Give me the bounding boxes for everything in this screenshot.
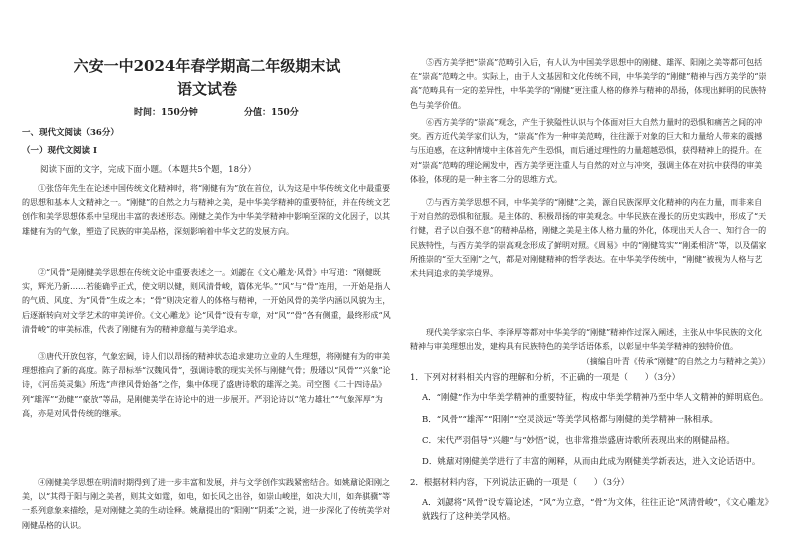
subsection-heading: （一）现代文阅读 I [22, 146, 97, 156]
question-1-option-b: B．“风骨”“雄浑”“阳刚”“空灵淡远”等美学风格都与刚健的美学精神一脉相承。 [422, 415, 719, 425]
exam-subtitle: 语文试卷 [176, 80, 237, 98]
exam-score: 分值：150分 [244, 108, 299, 118]
passage-paragraph-4: ④刚健美学思想在明清时期得到了进一步丰富和发展，并与文学创作实践紧密结合。如姚鼐论阳刚之美，以“其得于阳与刚之美者，则其文如霆，如电，如长风之出谷，如崇山峻崖，如决大川，如奔骐骥”等一系列意象来描绘，是对刚健之美的生动诠释。姚鼐提出的“阳刚”“阴柔”之说，进一步深化了传统美学对刚健品格的认识。 [22, 478, 391, 530]
passage-paragraph-3: ③唐代开放包容，气象宏阔，诗人们以昂扬的精神状态追求建功立业的人生理想，将刚健有为的审美理想推向了新的高度。陈子昂标举“汉魏风骨”，强调诗歌的现实关怀与刚健气骨；殷璠以“风骨”“兴象”论诗，《河岳英灵集》所选“声律风骨始备”之作，集中体现了盛唐诗歌的雄浑之美。司空图《二十四诗品》列“雄浑”“劲健”“豪放”等品，是刚健美学在诗论中的进一步展开。严羽论诗以“笔力雄壮”“气象浑厚”为高，亦是对风骨传统的继承。 [22, 352, 391, 418]
passage-source: （摘编自叶青《传承“刚健”的自然之力与精神之美》） [581, 357, 770, 366]
question-1-option-c: C．宋代严羽倡导“兴趣”与“妙悟”说，也非常推崇盛唐诗歌所表现出来的刚健品格。 [422, 436, 735, 446]
passage-paragraph-2: ②“风骨”是刚健美学思想在传统文论中重要表述之一。刘勰在《文心雕龙·风骨》中写道：“刚健既实，辉光乃新……若能确乎正式，使文明以健，则风清骨峻，篇体光华。”“风”与“骨”连用，一开始是指人的气质、风度、为“风骨”生成之本；“骨”则决定着人的体格与精神，一开始风骨的美学内涵以风貌为主，后逐渐转向对文学艺术的审美评价。《文心雕龙》论“风骨”设有专章，对“风”“骨”各有侧重，最终形成“风清骨峻”的审美标准，代表了刚健有为的精神意蕴与美学追求。 [22, 268, 391, 334]
reading-instruction: 阅读下面的文字，完成下面小题。（本题共5个题，18分） [40, 165, 256, 175]
passage-paragraph-6: ⑥西方美学的“崇高”观念，产生于狭隘性认识与个体面对巨大自然力量时的恐惧和痛苦之间的冲突。西方近代美学家们认为，“崇高”作为一种审美范畴，往往源于对象的巨大和力量给人带来的震撼与压迫感，在这种情境中主体首先产生恐惧，而后通过理性的力量超越恐惧，获得精神上的提升。在对“崇高”范畴的理论阐发中，西方美学更注重人与自然的对立与冲突，强调主体在对抗中获得的审美体验，体现的是一种主客二分的思维方式。 [410, 118, 763, 184]
passage-paragraph-8: 现代美学家宗白华、李泽厚等都对中华美学的“刚健”精神作过深入阐述，主张从中华民族的文化精神与审美理想出发，建构具有民族特色的美学话语体系，以彰显中华美学精神的独特价值。 [410, 328, 763, 352]
exam-title: 六安一中2024年春学期高二年级期末试 [73, 57, 341, 75]
passage-paragraph-1: ①张岱年先生在论述中国传统文化精神时，将“刚健有为”放在首位，认为这是中华传统文化中最重要的思想和基本人文精神之一。“刚健”的自然之力与精神之美，是中华美学精神的重要特征，并在传统文艺创作和美学思想体系中呈现出丰富的表述形态。刚健之美作为中华美学精神中影响至深的文化因子，以其雄健有为的气象，塑造了民族的审美品格，深刻影响着中华文艺的发展方向。 [22, 184, 391, 236]
question-2-option-a: A．刘勰将“风骨”设专篇论述，“风”为立意，“骨”为文体，往往正论“风清骨峻”，《文心雕龙》就践行了这种美学风格。 [422, 498, 769, 522]
question-1-stem: 1．下列对材料相关内容的理解和分析，不正确的一项是（ ）（3分） [410, 373, 681, 383]
question-2-stem: 2．根据材料内容，下列说法正确的一项是（ ）（3分） [410, 478, 630, 488]
exam-time: 时间：150分钟 [134, 108, 198, 118]
passage-paragraph-5: ⑤西方美学把“崇高”范畴引入后，有人认为中国美学思想中的刚健、雄浑、阳刚之美等都可包括在“崇高”范畴之中。实际上，由于人文基因和文化传统不同，中华美学的“刚健”精神与西方美学的“崇高”范畴具有一定的差异性，中华美学的“刚健”更注重人格的修养与精神的昂扬，体现出鲜明的民族特色与美学价值。 [410, 58, 767, 110]
question-1-option-a: A．“刚健”作为中华美学精神的重要特征，构成中华美学精神乃至中华人文精神的鲜明底色。 [422, 393, 769, 403]
question-1-option-d: D．姚鼐对刚健美学进行了丰富的阐释，从而由此成为刚健美学新表达，进入文论话语中。 [422, 457, 761, 467]
section-heading: 一、现代文阅读（36分） [22, 128, 119, 138]
passage-paragraph-7: ⑦与西方美学思想不同，中华美学的“刚健”之美，源自民族深厚文化精神的内在力量，而非来自于对自然的恐惧和征服。是主体的、积极昂扬的审美观念。中华民族在漫长的历史实践中，形成了“天行健，君子以自强不息”的精神品格，刚健之美是主体人格力量的外化，体现出天人合一、知行合一的民族特性，与西方美学的崇高观念形成了鲜明对照。《周易》中的“刚健笃实”“刚柔相济”等，以及儒家所推崇的“至大至刚”之气，都是对刚健精神的哲学表达。在中华美学传统中，“刚健”被视为人格与艺术共同追求的美学境界。 [410, 198, 767, 279]
